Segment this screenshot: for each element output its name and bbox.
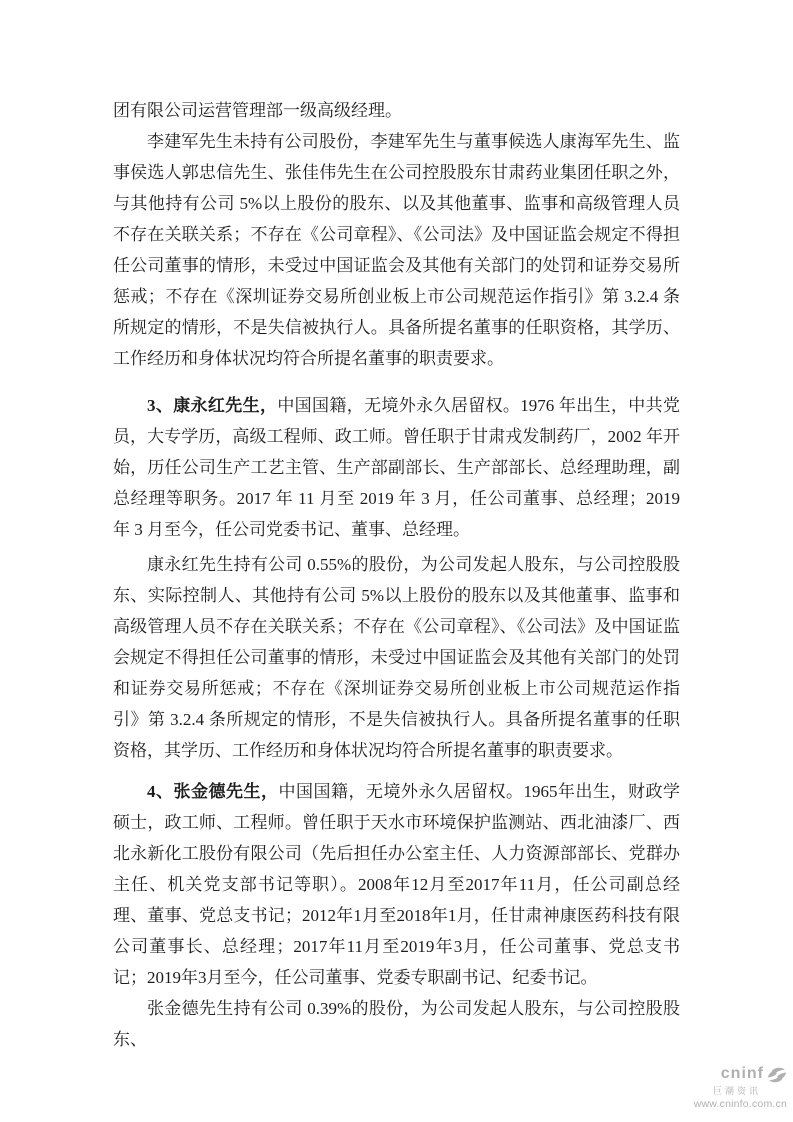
paragraph-zhangjinde-shareholding-partial xyxy=(113,993,680,1055)
cninfo-brand-text: cninf xyxy=(720,1065,764,1083)
cninfo-url: www.cninfo.com.cn xyxy=(693,1097,787,1110)
paragraph-lijianjun-independence xyxy=(113,126,680,374)
document-body xyxy=(113,95,680,1055)
paragraph-text: 中国国籍，无境外永久居留权。1976 年出生，中共党员，大专学历，高级工程师、政工师。曾任职于甘肃戎发制药厂，2002 年开始，历任公司生产工艺主管、生产部副部长、生产部部长、总经理助理，副总经理等职务。2017 年 11 月至 2019 年 3 月，任公司董事、总经理；2019 年 3 月至今，任公司党委书记、董事、总经理。 xyxy=(113,396,680,539)
paragraph-text: 中国国籍，无境外永久居留权。1965年出生，财政学硕士，政工师、工程师。曾任职于天水市环境保护监测站、西北油漆厂、西北永新化工股份有限公司（先后担任办公室主任、人力资源部部长、党群办主任、机关党支部书记等职）。2008年12月至2017年11月，任公司副总经理、董事、党总支书记；2012年1月至2018年1月，任甘肃神康医药科技有限公司董事长、总经理；2017年11月至2019年3月，任公司董事、党总支书记；2019年3月至今，任公司董事、党委专职副书记、纪委书记。 xyxy=(113,782,680,987)
section-4-heading: 4、张金德先生， xyxy=(147,782,279,801)
paragraph-kangyonghong-shareholding xyxy=(113,549,680,766)
paragraph-continuation xyxy=(113,95,680,126)
section-4-zhangjinde-bio xyxy=(113,776,680,993)
paragraph-text: 李建军先生未持有公司股份，李建军先生与董事候选人康海军先生、监事侯选人郭忠信先生、张佳伟先生在公司控股股东甘肃药业集团任职之外，与其他持有公司 5%以上股份的股东、以及其他董事、监事和高级管理人员不存在关联关系；不存在《公司章程》、《公司法》及中国证监会规定不得担任公司董事的情形，未受过中国证监会及其他有关部门的处罚和证券交易所惩戒；不存在《深圳证券交易所创业板上市公司规范运作指引》第 3.2.4 条所规定的情形，不是失信被执行人。具备所提名董事的任职资格，其学历、工作经历和身体状况均符合所提名董事的职责要求。 xyxy=(113,132,680,368)
cninfo-brand-chinese: 巨潮资讯 xyxy=(712,1085,761,1096)
section-3-kangyonghong-bio xyxy=(113,390,680,545)
paragraph-text: 张金德先生持有公司 0.39%的股份，为公司发起人股东，与公司控股股东、 xyxy=(113,999,680,1049)
cninfo-logo-icon xyxy=(767,1065,787,1085)
cninfo-watermark xyxy=(647,1065,787,1110)
cninfo-brand-row xyxy=(647,1065,787,1085)
paragraph-text: 团有限公司运营管理部一级高级经理。 xyxy=(113,101,402,120)
paragraph-text: 康永红先生持有公司 0.55%的股份，为公司发起人股东，与公司控股股东、实际控制人、其他持有公司 5%以上股份的股东以及其他董事、监事和高级管理人员不存在关联关系；不存在《公司章程》、《公司法》及中国证监会规定不得担任公司董事的情形，未受过中国证监会及其他有关部门的处罚和证券交易所惩戒；不存在《深圳证券交易所创业板上市公司规范运作指引》第 3.2.4 条所规定的情形，不是失信被执行人。具备所提名董事的任职资格，其学历、工作经历和身体状况均符合所提名董事的职责要求。 xyxy=(113,555,680,760)
section-3-heading: 3、康永红先生， xyxy=(147,396,278,415)
